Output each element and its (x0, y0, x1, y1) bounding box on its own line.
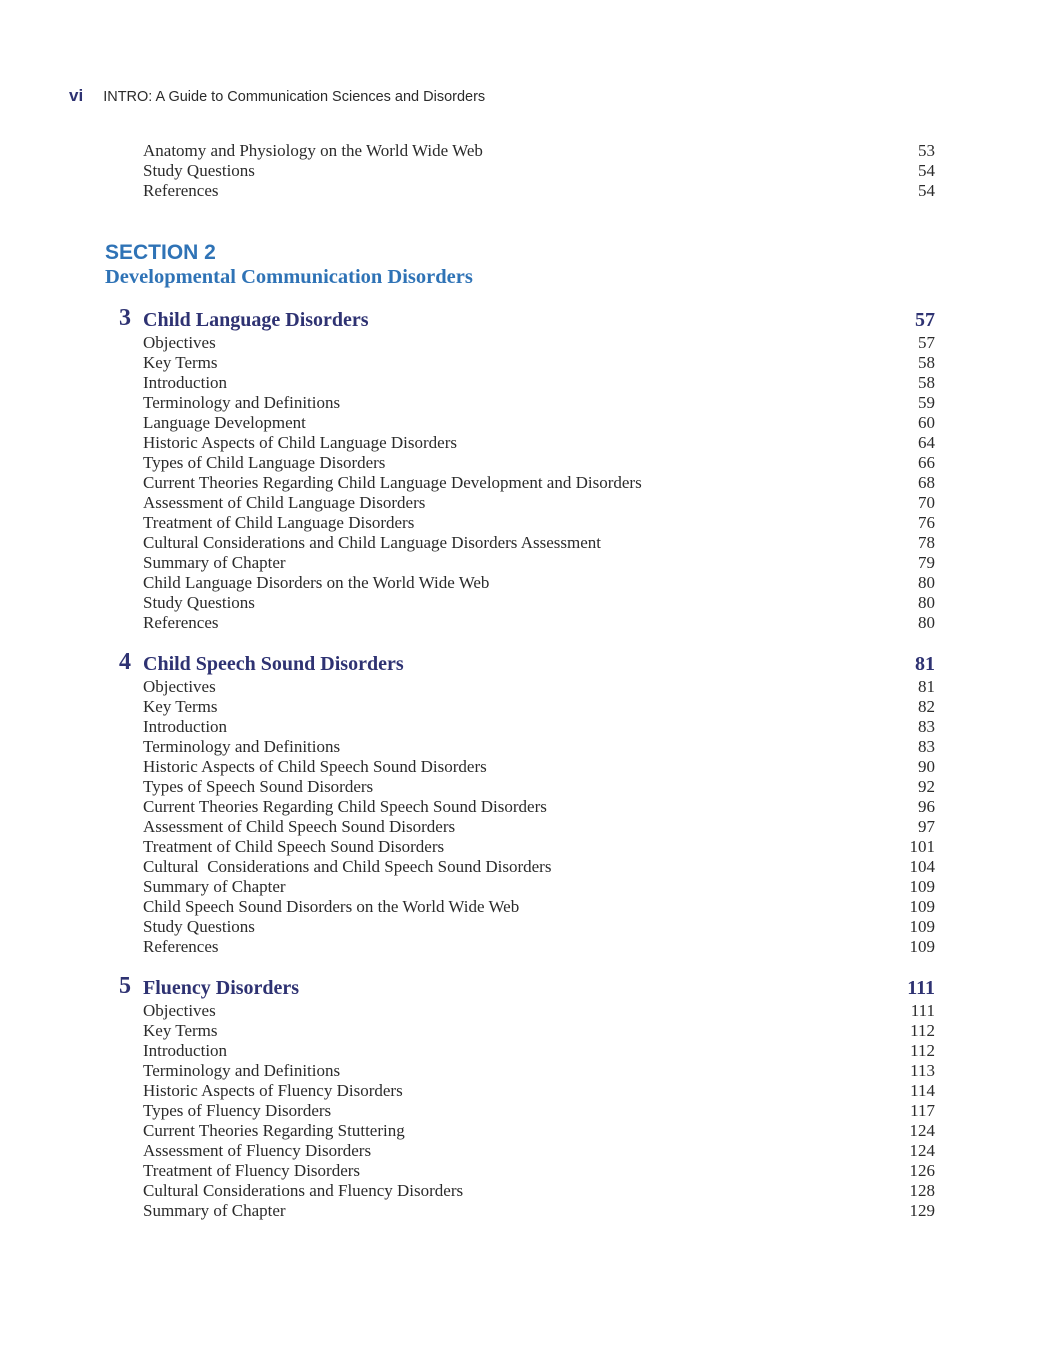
toc-entry[interactable] (0, 737, 1040, 757)
toc-entry-label: Study Questions (143, 161, 255, 180)
toc-entry-label: Cultural Considerations and Fluency Disorders (143, 1181, 464, 1200)
table-of-contents (0, 141, 1040, 1221)
toc-entry-page: 128 (909, 1181, 935, 1200)
toc-entry-label: References (143, 181, 219, 200)
toc-entry-label: Assessment of Child Speech Sound Disorders (143, 817, 456, 836)
toc-entry-page: 80 (918, 613, 935, 632)
toc-entry[interactable] (0, 1161, 1040, 1181)
toc-entry-label: Historic Aspects of Fluency Disorders (143, 1081, 403, 1100)
toc-entry[interactable] (0, 917, 1040, 937)
toc-entry[interactable] (0, 553, 1040, 573)
chapter-title: Child Speech Sound Disorders (143, 653, 404, 675)
toc-entry-label: Key Terms (143, 353, 218, 372)
toc-entry-label: Summary of Chapter (143, 1201, 286, 1220)
toc-entry[interactable] (0, 717, 1040, 737)
toc-entry-page: 92 (918, 777, 935, 796)
toc-entry-label: Types of Child Language Disorders (143, 453, 386, 472)
toc-entry-label: Introduction (143, 1041, 228, 1060)
toc-entry[interactable] (0, 1061, 1040, 1081)
chapter-page: 57 (915, 309, 935, 331)
toc-entry-page: 53 (918, 141, 935, 160)
toc-entry-page: 68 (918, 473, 935, 492)
toc-entry[interactable] (0, 141, 1040, 161)
chapter-page: 111 (907, 977, 935, 999)
toc-entry-label: Introduction (143, 373, 228, 392)
toc-entry[interactable] (0, 937, 1040, 957)
toc-entry-page: 109 (909, 877, 935, 896)
toc-entry-page: 78 (918, 533, 935, 552)
toc-entry-label: Current Theories Regarding Child Speech Sound Disorders (143, 797, 547, 816)
toc-entry-page: 64 (918, 433, 935, 452)
toc-entry-page: 79 (918, 553, 935, 572)
toc-entry[interactable] (0, 1041, 1040, 1061)
chapter-number: 3 (119, 305, 131, 331)
toc-entry-label: Assessment of Child Language Disorders (143, 493, 426, 512)
toc-entry-label: Child Speech Sound Disorders on the World Wide Web (143, 897, 520, 916)
toc-entry-label: Treatment of Child Speech Sound Disorders (143, 837, 445, 856)
chapter-heading[interactable] (0, 307, 1040, 333)
toc-entry-page: 54 (918, 161, 935, 180)
toc-entry-page: 76 (918, 513, 935, 532)
toc-entry[interactable] (0, 837, 1040, 857)
carryover-entries (0, 141, 1040, 201)
toc-entry-page: 109 (909, 917, 935, 936)
toc-entry-label: Treatment of Child Language Disorders (143, 513, 415, 532)
toc-entry-page: 59 (918, 393, 935, 412)
toc-entry-label: Language Development (143, 413, 306, 432)
chapter-number: 4 (119, 649, 131, 675)
toc-entry-page: 129 (909, 1201, 935, 1220)
toc-entry[interactable] (0, 181, 1040, 201)
toc-entry[interactable] (0, 1081, 1040, 1101)
toc-entry-page: 83 (918, 717, 935, 736)
toc-entry-page: 57 (918, 333, 935, 352)
chapter-heading[interactable] (0, 651, 1040, 677)
toc-entry[interactable] (0, 777, 1040, 797)
toc-entry[interactable] (0, 593, 1040, 613)
toc-entry-label: Terminology and Definitions (143, 737, 341, 756)
toc-entry[interactable] (0, 1141, 1040, 1161)
toc-entry-page: 82 (918, 697, 935, 716)
book-title: INTRO: A Guide to Communication Sciences and Disorders (103, 89, 486, 105)
toc-entry[interactable] (0, 513, 1040, 533)
toc-entry-page: 81 (918, 677, 935, 696)
toc-entry-label: Objectives (143, 333, 216, 352)
chapter-4 (0, 651, 1040, 957)
toc-entry-label: Objectives (143, 677, 216, 696)
toc-entry[interactable] (0, 1001, 1040, 1021)
toc-entry[interactable] (0, 413, 1040, 433)
toc-entry-page: 54 (918, 181, 935, 200)
toc-entry[interactable] (0, 433, 1040, 453)
toc-entry-label: Current Theories Regarding Stuttering (143, 1121, 405, 1140)
toc-entry-label: Objectives (143, 1001, 216, 1020)
toc-entry-label: Treatment of Fluency Disorders (143, 1161, 361, 1180)
toc-entry[interactable] (0, 573, 1040, 593)
toc-entry-page: 58 (918, 353, 935, 372)
toc-entry-label: Current Theories Regarding Child Language Development and Disorders (143, 473, 642, 492)
toc-entry-label: Key Terms (143, 1021, 218, 1040)
toc-entry-label: Historic Aspects of Child Language Disorders (143, 433, 457, 452)
toc-entry[interactable] (0, 797, 1040, 817)
chapter-title: Fluency Disorders (143, 977, 300, 999)
toc-entry[interactable] (0, 897, 1040, 917)
chapter-3 (0, 307, 1040, 633)
toc-entry[interactable] (0, 333, 1040, 353)
toc-entry[interactable] (0, 1201, 1040, 1221)
toc-entry-page: 80 (918, 573, 935, 592)
section-heading (105, 241, 1040, 289)
toc-entry[interactable] (0, 1021, 1040, 1041)
toc-entry[interactable] (0, 857, 1040, 877)
toc-entry-label: Assessment of Fluency Disorders (143, 1141, 372, 1160)
toc-entry-label: Types of Fluency Disorders (143, 1101, 332, 1120)
toc-entry-label: Child Language Disorders on the World Wide Web (143, 573, 490, 592)
toc-entry[interactable] (0, 453, 1040, 473)
toc-entry-label: Types of Speech Sound Disorders (143, 777, 374, 796)
toc-entry-page: 90 (918, 757, 935, 776)
toc-entry-page: 83 (918, 737, 935, 756)
toc-entry-page: 66 (918, 453, 935, 472)
toc-entry-page: 97 (918, 817, 935, 836)
toc-entry[interactable] (0, 677, 1040, 697)
toc-entry-page: 104 (909, 857, 935, 876)
toc-entry-page: 126 (909, 1161, 935, 1180)
toc-entry[interactable] (0, 533, 1040, 553)
toc-entry[interactable] (0, 757, 1040, 777)
toc-entry-label: Study Questions (143, 593, 255, 612)
toc-entry[interactable] (0, 697, 1040, 717)
chapter-number: 5 (119, 973, 131, 999)
toc-entry-label: Cultural Considerations and Child Language Disorders Assessment (143, 533, 601, 552)
toc-entry[interactable] (0, 473, 1040, 493)
toc-entry[interactable] (0, 373, 1040, 393)
toc-entry-page: 70 (918, 493, 935, 512)
toc-entry[interactable] (0, 161, 1040, 181)
toc-entry-page: 113 (910, 1061, 935, 1080)
toc-entry-page: 112 (910, 1041, 935, 1060)
toc-entry[interactable] (0, 493, 1040, 513)
toc-entry-page: 124 (909, 1141, 935, 1160)
running-head (69, 86, 485, 106)
toc-entry-label: Introduction (143, 717, 228, 736)
toc-entry-label: Historic Aspects of Child Speech Sound Disorders (143, 757, 487, 776)
toc-entry-page: 58 (918, 373, 935, 392)
toc-entry-label: Summary of Chapter (143, 877, 286, 896)
toc-entry[interactable] (0, 1121, 1040, 1141)
toc-entry-label: Key Terms (143, 697, 218, 716)
toc-entry-page: 101 (909, 837, 935, 856)
toc-entry-page: 109 (909, 937, 935, 956)
chapter-5 (0, 975, 1040, 1221)
toc-entry[interactable] (0, 353, 1040, 373)
toc-entry-label: Study Questions (143, 917, 255, 936)
toc-entry-page: 109 (909, 897, 935, 916)
toc-entry-label: Terminology and Definitions (143, 1061, 341, 1080)
toc-entry-label: References (143, 937, 219, 956)
toc-entry-page: 114 (910, 1081, 935, 1100)
toc-entry-label: Terminology and Definitions (143, 393, 341, 412)
toc-entry[interactable] (0, 1101, 1040, 1121)
toc-entry[interactable] (0, 613, 1040, 633)
section-label: SECTION 2 (105, 241, 216, 264)
toc-entry[interactable] (0, 877, 1040, 897)
section-title: Developmental Communication Disorders (105, 266, 473, 288)
toc-entry-page: 60 (918, 413, 935, 432)
chapter-title: Child Language Disorders (143, 309, 369, 331)
toc-entry-label: Anatomy and Physiology on the World Wide Web (143, 141, 483, 160)
toc-entry-page: 124 (909, 1121, 935, 1140)
toc-entry-label: Summary of Chapter (143, 553, 286, 572)
toc-entry[interactable] (0, 1181, 1040, 1201)
toc-entry-page: 80 (918, 593, 935, 612)
toc-entry-page: 112 (910, 1021, 935, 1040)
chapter-page: 81 (915, 653, 935, 675)
toc-entry-page: 111 (910, 1001, 935, 1020)
toc-entry-label: Cultural Considerations and Child Speech Sound Disorders (143, 857, 552, 876)
toc-entry[interactable] (0, 393, 1040, 413)
page-folio: vi (69, 86, 84, 105)
toc-entry-label: References (143, 613, 219, 632)
chapter-heading[interactable] (0, 975, 1040, 1001)
toc-entry-page: 96 (918, 797, 935, 816)
toc-entry[interactable] (0, 817, 1040, 837)
toc-entry-page: 117 (910, 1101, 935, 1120)
